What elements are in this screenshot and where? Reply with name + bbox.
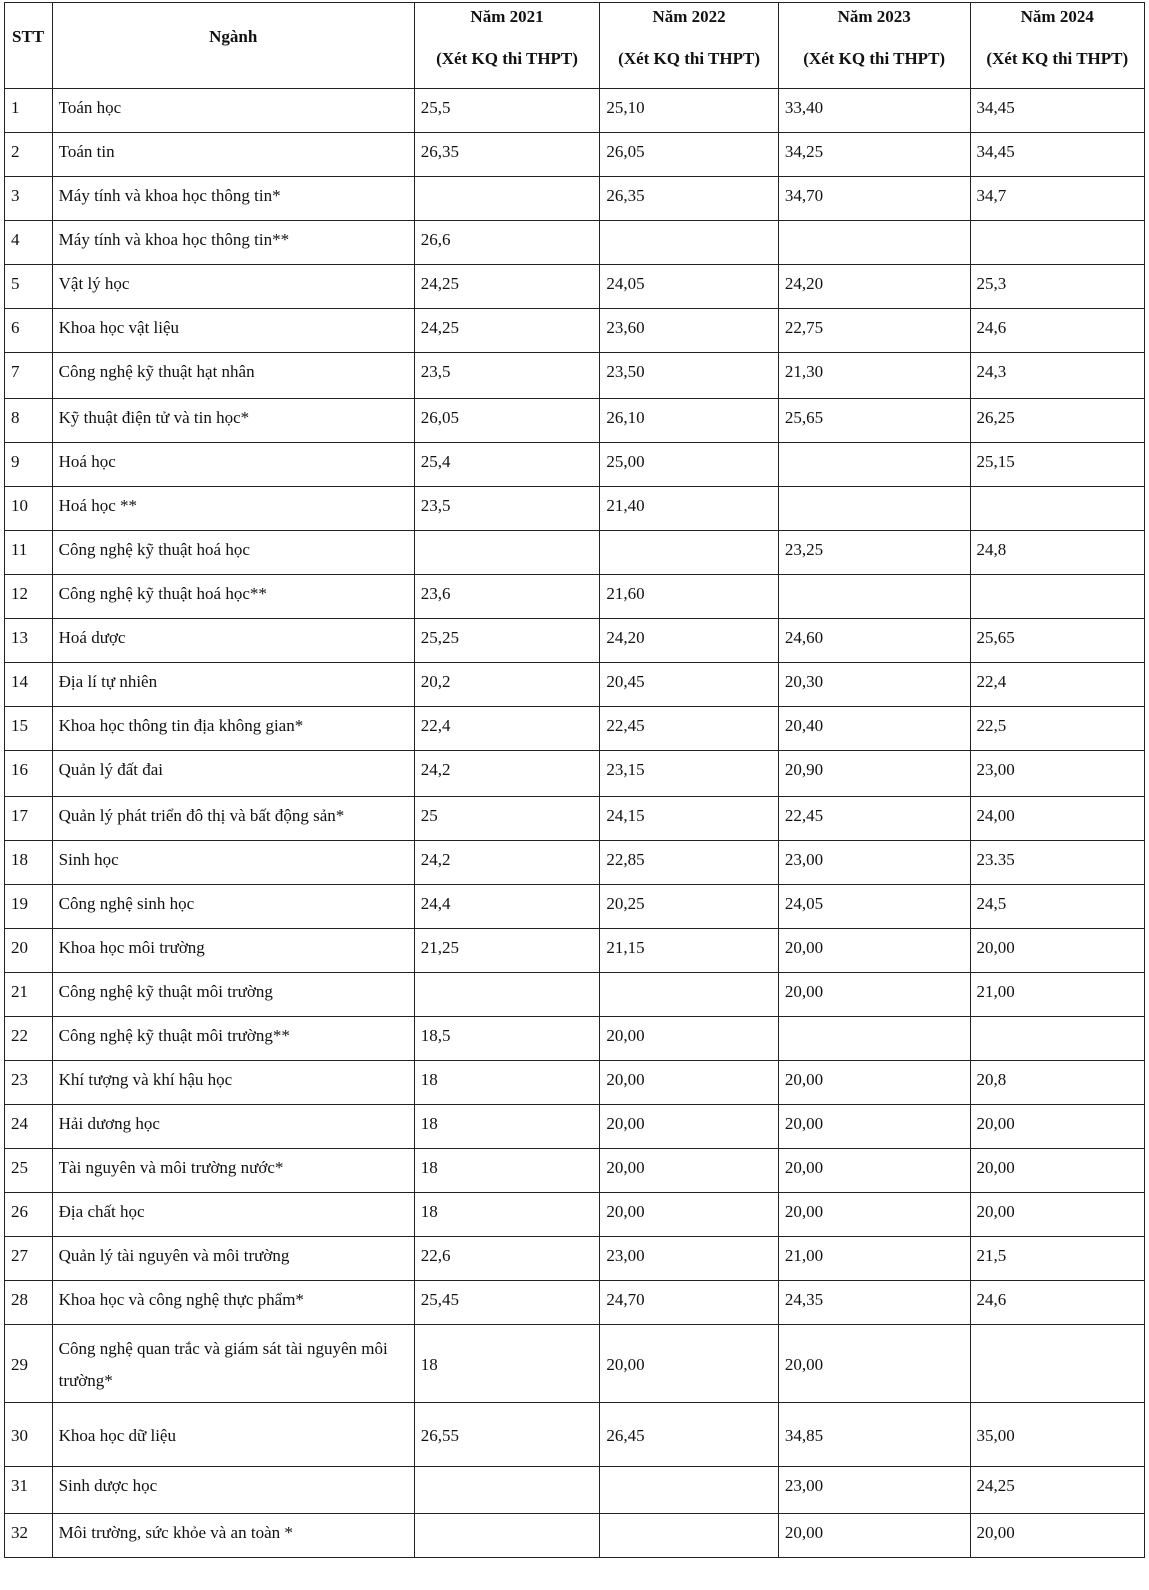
cell-score-2021: 22,6 (414, 1237, 600, 1281)
cell-score-2023: 22,45 (778, 797, 970, 841)
cell-score-2022: 24,05 (600, 265, 779, 309)
cell-score-2022: 26,05 (600, 133, 779, 177)
cell-score-2022: 20,25 (600, 885, 779, 929)
cell-score-2024: 25,65 (970, 619, 1144, 663)
cell-score-2022: 24,20 (600, 619, 779, 663)
cell-score-2024: 20,00 (970, 1105, 1144, 1149)
cell-nganh: Toán học (52, 89, 414, 133)
table-row (5, 1403, 1145, 1467)
cell-score-2024: 23.35 (970, 841, 1144, 885)
cell-score-2023: 20,30 (778, 663, 970, 707)
cell-nganh: Khoa học dữ liệu (52, 1403, 414, 1467)
cell-score-2023: 20,90 (778, 751, 970, 797)
cell-nganh: Toán tin (52, 133, 414, 177)
cell-score-2021 (414, 1467, 600, 1514)
cell-stt: 2 (5, 133, 53, 177)
cell-score-2024: 20,00 (970, 1193, 1144, 1237)
table-row (5, 751, 1145, 797)
cell-score-2024: 34,45 (970, 89, 1144, 133)
cell-stt: 5 (5, 265, 53, 309)
cell-score-2023: 21,00 (778, 1237, 970, 1281)
cell-stt: 6 (5, 309, 53, 353)
cell-nganh: Công nghệ kỹ thuật hoá học** (52, 575, 414, 619)
cell-stt: 10 (5, 487, 53, 531)
cell-score-2021: 25,25 (414, 619, 600, 663)
cell-stt: 26 (5, 1193, 53, 1237)
cell-stt: 30 (5, 1403, 53, 1467)
table-row (5, 1017, 1145, 1061)
cell-score-2021: 25,4 (414, 443, 600, 487)
cell-score-2024 (970, 1325, 1144, 1403)
cell-score-2024: 24,25 (970, 1467, 1144, 1514)
cell-score-2024: 35,00 (970, 1403, 1144, 1467)
table-row (5, 663, 1145, 707)
cell-score-2024: 21,5 (970, 1237, 1144, 1281)
cell-score-2024: 26,25 (970, 399, 1144, 443)
cell-score-2024: 22,5 (970, 707, 1144, 751)
cell-score-2022: 26,35 (600, 177, 779, 221)
cell-nganh: Hoá học (52, 443, 414, 487)
cell-score-2024 (970, 487, 1144, 531)
cell-score-2021: 21,25 (414, 929, 600, 973)
cell-score-2023: 24,05 (778, 885, 970, 929)
cell-score-2021: 24,2 (414, 841, 600, 885)
header-year-2024: Năm 2024 (Xét KQ thi THPT) (970, 3, 1144, 89)
cell-stt: 29 (5, 1325, 53, 1403)
cell-score-2022: 21,60 (600, 575, 779, 619)
cell-nganh: Công nghệ kỹ thuật môi trường (52, 973, 414, 1017)
cell-stt: 19 (5, 885, 53, 929)
cell-score-2024: 24,3 (970, 353, 1144, 399)
cell-stt: 16 (5, 751, 53, 797)
cell-score-2024: 20,00 (970, 929, 1144, 973)
cell-nganh: Hải dương học (52, 1105, 414, 1149)
table-row (5, 619, 1145, 663)
cell-stt: 21 (5, 973, 53, 1017)
cell-score-2023: 20,00 (778, 1149, 970, 1193)
cell-score-2024: 22,4 (970, 663, 1144, 707)
cell-score-2021: 20,2 (414, 663, 600, 707)
cell-stt: 28 (5, 1281, 53, 1325)
cell-nganh: Quản lý phát triển đô thị và bất động sản* (52, 797, 414, 841)
cell-score-2022: 25,10 (600, 89, 779, 133)
table-row (5, 487, 1145, 531)
cell-score-2024: 20,8 (970, 1061, 1144, 1105)
table-row (5, 797, 1145, 841)
cell-score-2022: 20,45 (600, 663, 779, 707)
table-row (5, 1281, 1145, 1325)
cell-score-2022: 21,15 (600, 929, 779, 973)
cell-score-2023: 34,85 (778, 1403, 970, 1467)
cell-score-2021 (414, 973, 600, 1017)
table-row (5, 973, 1145, 1017)
cell-score-2023: 23,25 (778, 531, 970, 575)
cell-score-2021 (414, 177, 600, 221)
cell-score-2023 (778, 443, 970, 487)
cell-nganh: Khí tượng và khí hậu học (52, 1061, 414, 1105)
cell-score-2023: 24,60 (778, 619, 970, 663)
cell-score-2023: 21,30 (778, 353, 970, 399)
cell-stt: 24 (5, 1105, 53, 1149)
cell-stt: 20 (5, 929, 53, 973)
header-year-2023: Năm 2023 (Xét KQ thi THPT) (778, 3, 970, 89)
cell-score-2023 (778, 487, 970, 531)
cell-stt: 7 (5, 353, 53, 399)
header-stt: STT (5, 3, 53, 89)
cell-nganh: Công nghệ kỹ thuật hoá học (52, 531, 414, 575)
cell-score-2024: 24,6 (970, 1281, 1144, 1325)
header-year-2022: Năm 2022 (Xét KQ thi THPT) (600, 3, 779, 89)
cell-nganh: Sinh dược học (52, 1467, 414, 1514)
cell-stt: 25 (5, 1149, 53, 1193)
cell-score-2024: 34,45 (970, 133, 1144, 177)
cell-nganh: Kỹ thuật điện tử và tin học* (52, 399, 414, 443)
cell-score-2022: 20,00 (600, 1017, 779, 1061)
cell-score-2022: 23,00 (600, 1237, 779, 1281)
cell-score-2022: 22,45 (600, 707, 779, 751)
cell-stt: 8 (5, 399, 53, 443)
cell-stt: 15 (5, 707, 53, 751)
table-row (5, 309, 1145, 353)
cell-stt: 13 (5, 619, 53, 663)
cell-score-2021: 24,25 (414, 309, 600, 353)
cell-score-2021: 26,05 (414, 399, 600, 443)
cell-score-2021: 24,4 (414, 885, 600, 929)
cell-nganh: Máy tính và khoa học thông tin* (52, 177, 414, 221)
table-row (5, 1105, 1145, 1149)
cell-stt: 4 (5, 221, 53, 265)
table-row (5, 575, 1145, 619)
cell-score-2022 (600, 1467, 779, 1514)
cell-nganh: Vật lý học (52, 265, 414, 309)
cell-score-2023: 23,00 (778, 1467, 970, 1514)
table-row (5, 1237, 1145, 1281)
cell-score-2021: 18 (414, 1149, 600, 1193)
cell-stt: 1 (5, 89, 53, 133)
cell-nganh: Công nghệ sinh học (52, 885, 414, 929)
table-row (5, 443, 1145, 487)
cell-score-2023: 24,20 (778, 265, 970, 309)
cell-score-2023 (778, 1017, 970, 1061)
cell-score-2024: 20,00 (970, 1514, 1144, 1558)
cell-score-2022: 20,00 (600, 1325, 779, 1403)
cell-score-2021 (414, 1514, 600, 1558)
cell-score-2022: 23,60 (600, 309, 779, 353)
cell-nganh: Máy tính và khoa học thông tin** (52, 221, 414, 265)
cell-score-2023: 20,00 (778, 1514, 970, 1558)
cell-score-2021: 22,4 (414, 707, 600, 751)
cell-score-2022: 23,50 (600, 353, 779, 399)
cell-nganh: Địa chất học (52, 1193, 414, 1237)
cell-score-2021 (414, 531, 600, 575)
table-row (5, 221, 1145, 265)
cell-score-2022: 21,40 (600, 487, 779, 531)
cell-score-2023: 33,40 (778, 89, 970, 133)
cell-score-2021: 24,2 (414, 751, 600, 797)
cell-stt: 27 (5, 1237, 53, 1281)
cell-stt: 18 (5, 841, 53, 885)
cell-stt: 32 (5, 1514, 53, 1558)
cell-score-2022: 20,00 (600, 1193, 779, 1237)
cell-score-2022 (600, 973, 779, 1017)
cell-score-2022 (600, 221, 779, 265)
cell-score-2023: 34,25 (778, 133, 970, 177)
cell-score-2022: 20,00 (600, 1105, 779, 1149)
cell-nganh: Khoa học và công nghệ thực phẩm* (52, 1281, 414, 1325)
cell-stt: 22 (5, 1017, 53, 1061)
cell-score-2021: 18 (414, 1193, 600, 1237)
cell-score-2021: 18 (414, 1325, 600, 1403)
cell-nganh: Môi trường, sức khỏe và an toàn * (52, 1514, 414, 1558)
cell-score-2021: 25 (414, 797, 600, 841)
cell-score-2021: 26,55 (414, 1403, 600, 1467)
table-header-row (5, 3, 1145, 89)
cell-nganh: Sinh học (52, 841, 414, 885)
table-row (5, 1149, 1145, 1193)
cell-score-2021: 25,5 (414, 89, 600, 133)
cell-score-2023: 20,00 (778, 1061, 970, 1105)
table-row (5, 133, 1145, 177)
cell-stt: 3 (5, 177, 53, 221)
cell-stt: 23 (5, 1061, 53, 1105)
table-row (5, 89, 1145, 133)
cell-score-2024: 21,00 (970, 973, 1144, 1017)
cell-nganh: Tài nguyên và môi trường nước* (52, 1149, 414, 1193)
cell-score-2023: 20,00 (778, 1105, 970, 1149)
header-nganh: Ngành (52, 3, 414, 89)
cell-score-2022: 22,85 (600, 841, 779, 885)
table-row (5, 707, 1145, 751)
cell-score-2021: 24,25 (414, 265, 600, 309)
cell-score-2022 (600, 1514, 779, 1558)
cell-nganh: Công nghệ kỹ thuật hạt nhân (52, 353, 414, 399)
table-row (5, 885, 1145, 929)
cell-score-2021: 26,6 (414, 221, 600, 265)
cell-score-2023: 20,00 (778, 1325, 970, 1403)
table-row (5, 353, 1145, 399)
cell-score-2021: 18 (414, 1105, 600, 1149)
cell-score-2023 (778, 575, 970, 619)
cell-nganh: Quản lý tài nguyên và môi trường (52, 1237, 414, 1281)
cell-score-2021: 23,5 (414, 353, 600, 399)
cell-score-2022: 24,70 (600, 1281, 779, 1325)
cell-nganh: Công nghệ quan trắc và giám sát tài nguyên môi trường* (52, 1325, 414, 1403)
cell-nganh: Hoá học ** (52, 487, 414, 531)
cell-nganh: Khoa học môi trường (52, 929, 414, 973)
cell-nganh: Quản lý đất đai (52, 751, 414, 797)
cell-nganh: Khoa học vật liệu (52, 309, 414, 353)
cell-score-2021: 26,35 (414, 133, 600, 177)
cell-score-2024: 24,8 (970, 531, 1144, 575)
table-row (5, 841, 1145, 885)
cell-score-2023: 24,35 (778, 1281, 970, 1325)
table-row (5, 531, 1145, 575)
cell-score-2024: 20,00 (970, 1149, 1144, 1193)
cell-score-2024: 24,5 (970, 885, 1144, 929)
cell-stt: 31 (5, 1467, 53, 1514)
cell-score-2023: 34,70 (778, 177, 970, 221)
table-row (5, 1061, 1145, 1105)
cell-score-2021: 23,6 (414, 575, 600, 619)
cell-score-2023: 20,00 (778, 973, 970, 1017)
table-row (5, 1467, 1145, 1514)
table-row (5, 1325, 1145, 1403)
cell-score-2022: 23,15 (600, 751, 779, 797)
cell-score-2024: 23,00 (970, 751, 1144, 797)
table-row (5, 177, 1145, 221)
cell-score-2023: 20,00 (778, 929, 970, 973)
cell-nganh: Địa lí tự nhiên (52, 663, 414, 707)
admission-score-table (4, 2, 1145, 1558)
table-row (5, 929, 1145, 973)
cell-score-2024: 24,00 (970, 797, 1144, 841)
cell-score-2021: 25,45 (414, 1281, 600, 1325)
cell-score-2021: 23,5 (414, 487, 600, 531)
cell-score-2023: 23,00 (778, 841, 970, 885)
cell-score-2022: 24,15 (600, 797, 779, 841)
cell-nganh: Hoá dược (52, 619, 414, 663)
table-row (5, 1193, 1145, 1237)
cell-stt: 9 (5, 443, 53, 487)
cell-score-2022 (600, 531, 779, 575)
cell-score-2021: 18 (414, 1061, 600, 1105)
cell-score-2022: 20,00 (600, 1061, 779, 1105)
cell-score-2022: 26,10 (600, 399, 779, 443)
cell-stt: 11 (5, 531, 53, 575)
table-row (5, 399, 1145, 443)
cell-score-2024 (970, 1017, 1144, 1061)
cell-stt: 14 (5, 663, 53, 707)
cell-score-2022: 26,45 (600, 1403, 779, 1467)
cell-score-2023: 20,40 (778, 707, 970, 751)
cell-score-2024: 34,7 (970, 177, 1144, 221)
cell-nganh: Công nghệ kỹ thuật môi trường** (52, 1017, 414, 1061)
cell-score-2024: 24,6 (970, 309, 1144, 353)
cell-score-2024 (970, 221, 1144, 265)
cell-nganh: Khoa học thông tin địa không gian* (52, 707, 414, 751)
cell-stt: 17 (5, 797, 53, 841)
cell-score-2024: 25,15 (970, 443, 1144, 487)
header-year-2021: Năm 2021 (Xét KQ thi THPT) (414, 3, 600, 89)
table-row (5, 265, 1145, 309)
cell-stt: 12 (5, 575, 53, 619)
cell-score-2024: 25,3 (970, 265, 1144, 309)
cell-score-2023 (778, 221, 970, 265)
cell-score-2023: 22,75 (778, 309, 970, 353)
cell-score-2021: 18,5 (414, 1017, 600, 1061)
cell-score-2023: 20,00 (778, 1193, 970, 1237)
cell-score-2023: 25,65 (778, 399, 970, 443)
cell-score-2022: 25,00 (600, 443, 779, 487)
cell-score-2022: 20,00 (600, 1149, 779, 1193)
cell-score-2024 (970, 575, 1144, 619)
table-row (5, 1514, 1145, 1558)
